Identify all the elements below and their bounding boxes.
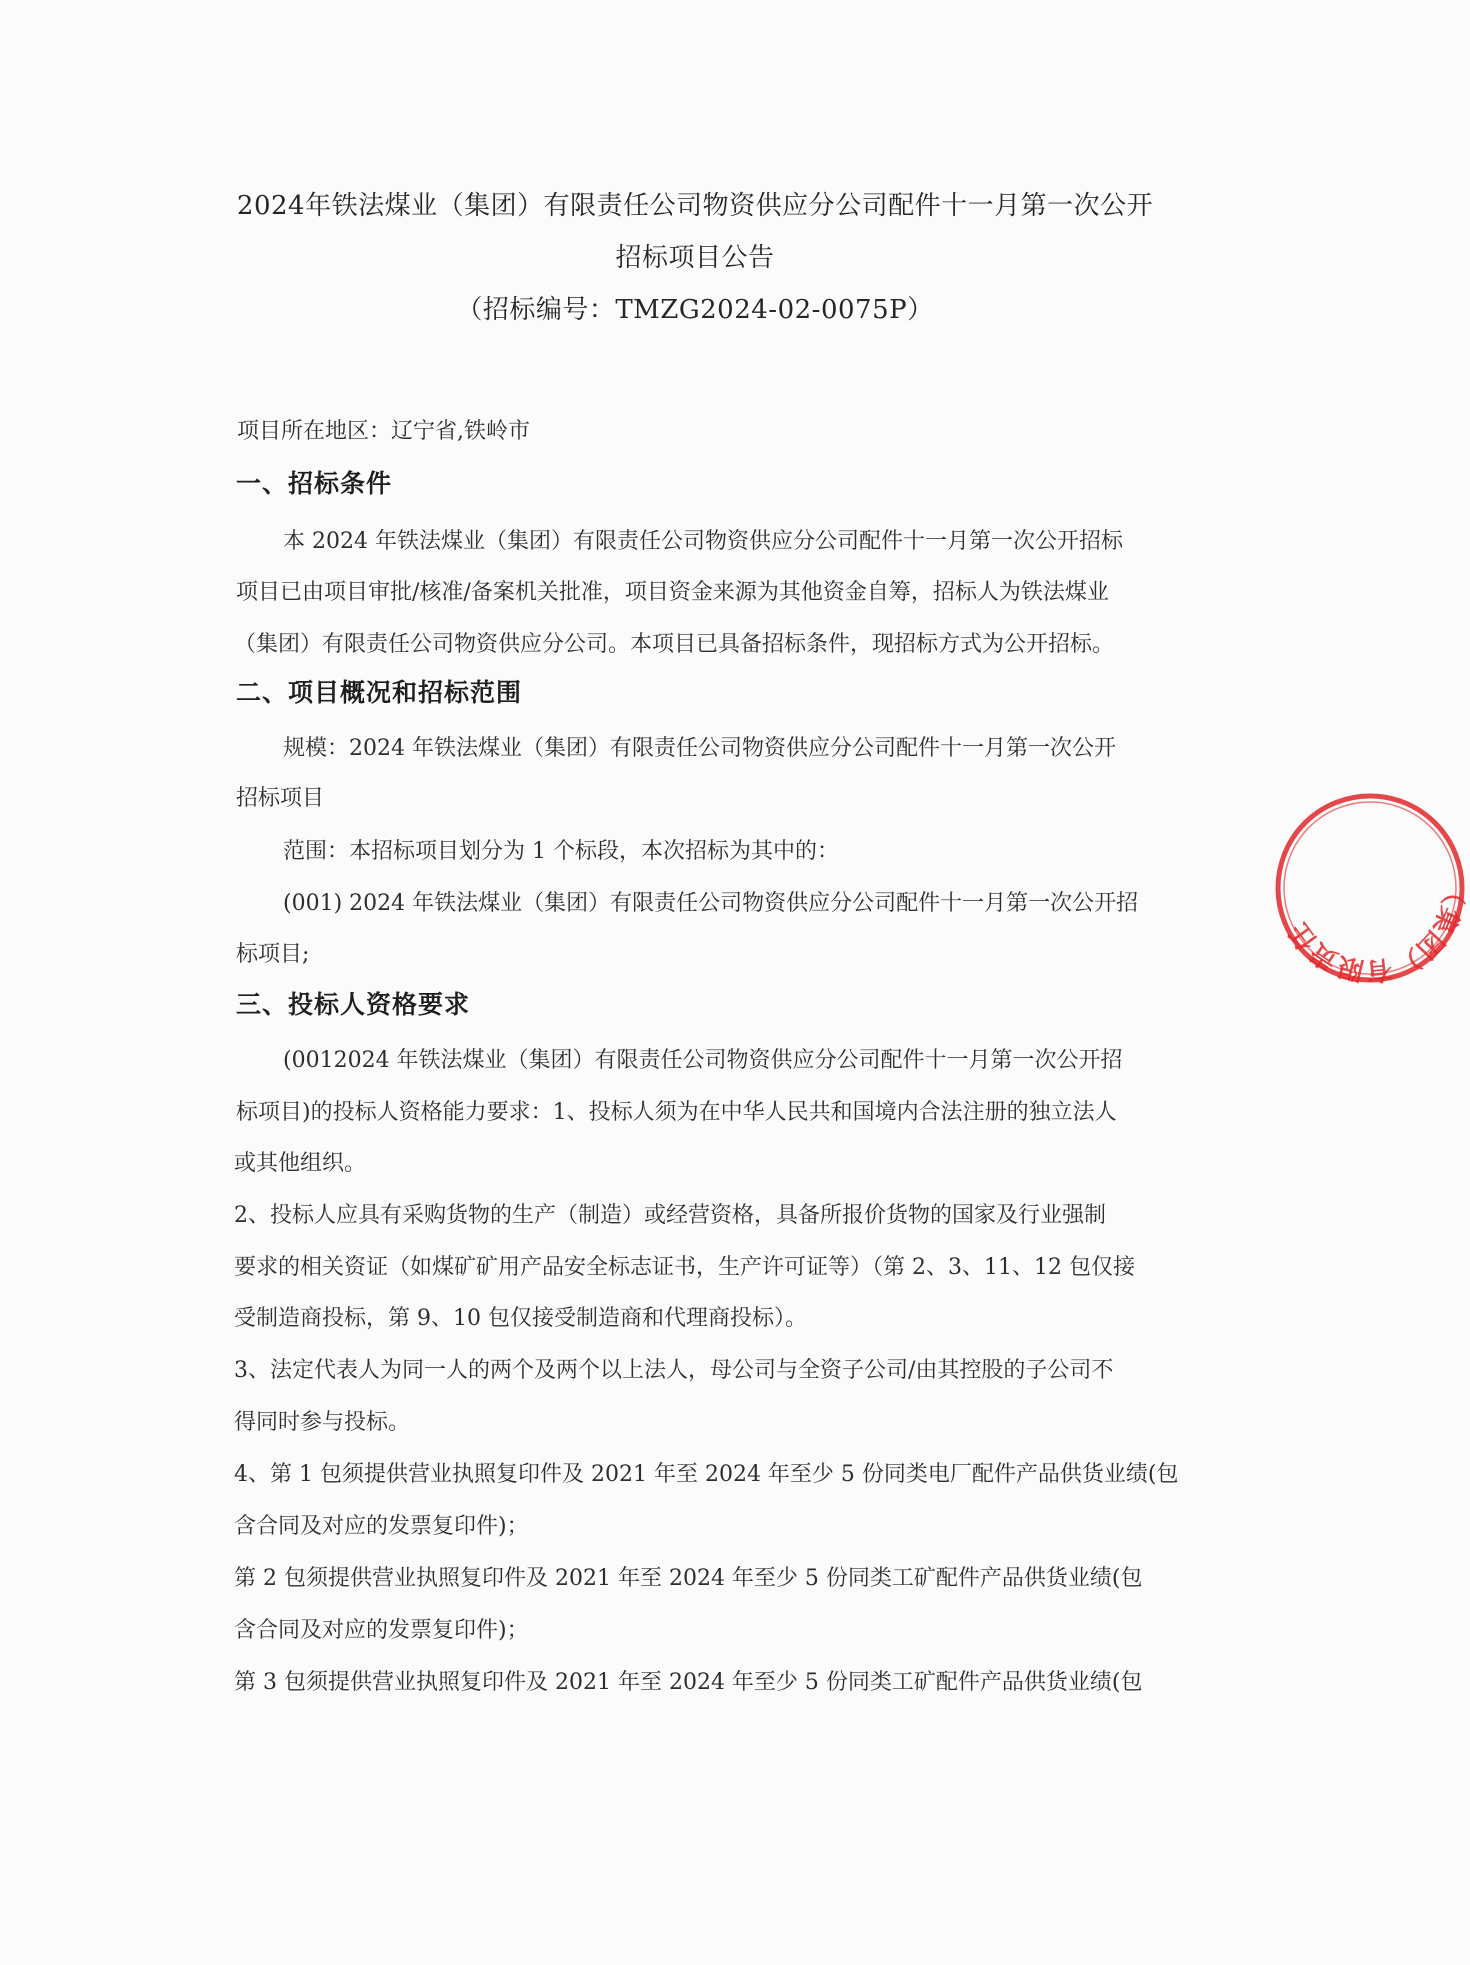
svg-text:（集团）有限责任 bbox=[1284, 878, 1468, 986]
paragraph-line: 得同时参与投标。 bbox=[234, 1410, 411, 1435]
document-title-line2: 招标项目公告 bbox=[615, 243, 775, 273]
paragraph-line: 本 2024 年铁法煤业（集团）有限责任公司物资供应分公司配件十一月第一次公开招标 bbox=[283, 529, 1123, 554]
section-heading-bidder-qualification: 三、投标人资格要求 bbox=[236, 990, 471, 1019]
tender-number: （招标编号：TMZG2024-02-0075P） bbox=[456, 295, 934, 325]
paragraph-line: 4、第 1 包须提供营业执照复印件及 2021 年至 2024 年至少 5 份同类电厂配件产品供货业绩(包 bbox=[234, 1462, 1179, 1487]
paragraph-line: 范围：本招标项目划分为 1 个标段，本次招标为其中的： bbox=[283, 839, 839, 864]
paragraph-line: （集团）有限责任公司物资供应分公司。本项目已具备招标条件，现招标方式为公开招标。 bbox=[234, 632, 1115, 657]
document-title-line1: 2024年铁法煤业（集团）有限责任公司物资供应分公司配件十一月第一次公开 bbox=[236, 191, 1154, 221]
paragraph-line: 标项目)的投标人资格能力要求：1、投标人须为在中华人民共和国境内合法注册的独立法人 bbox=[236, 1100, 1117, 1125]
project-location: 项目所在地区：辽宁省,铁岭市 bbox=[237, 419, 530, 444]
paragraph-line: 第 2 包须提供营业执照复印件及 2021 年至 2024 年至少 5 份同类工矿配件产品供货业绩(包 bbox=[234, 1566, 1143, 1591]
paragraph-line: 3、法定代表人为同一人的两个及两个以上法人，母公司与全资子公司/由其控股的子公司不 bbox=[234, 1358, 1114, 1383]
paragraph-line: (0012024 年铁法煤业（集团）有限责任公司物资供应分公司配件十一月第一次公开招 bbox=[283, 1048, 1123, 1073]
seal-text: （集团）有限责任 bbox=[1283, 878, 1468, 986]
paragraph-line: 招标项目 bbox=[236, 786, 325, 811]
section-heading-project-overview: 二、项目概况和招标范围 bbox=[236, 678, 523, 707]
paragraph-line: 含合同及对应的发票复印件)； bbox=[234, 1618, 529, 1643]
paragraph-line: (001) 2024 年铁法煤业（集团）有限责任公司物资供应分公司配件十一月第一次公开招 bbox=[283, 891, 1139, 916]
section-heading-bidding-conditions: 一、招标条件 bbox=[236, 469, 393, 498]
paragraph-line: 项目已由项目审批/核准/备案机关批准，项目资金来源为其他资金自筹，招标人为铁法煤业 bbox=[236, 580, 1109, 605]
paragraph-line: 第 3 包须提供营业执照复印件及 2021 年至 2024 年至少 5 份同类工矿配件产品供货业绩(包 bbox=[234, 1670, 1143, 1695]
paragraph-line: 规模：2024 年铁法煤业（集团）有限责任公司物资供应分公司配件十一月第一次公开 bbox=[283, 736, 1116, 761]
paragraph-line: 或其他组织。 bbox=[234, 1151, 367, 1176]
paragraph-line: 2、投标人应具有采购货物的生产（制造）或经营资格，具备所报价货物的国家及行业强制 bbox=[234, 1203, 1107, 1228]
company-seal bbox=[1270, 788, 1470, 988]
paragraph-line: 受制造商投标，第 9、10 包仅接受制造商和代理商投标）。 bbox=[234, 1306, 807, 1331]
paragraph-line: 要求的相关资证（如煤矿矿用产品安全标志证书，生产许可证等）（第 2、3、11、12 包仅接 bbox=[234, 1255, 1135, 1280]
paragraph-line: 标项目; bbox=[236, 942, 310, 967]
paragraph-line: 含合同及对应的发票复印件)； bbox=[234, 1514, 529, 1539]
